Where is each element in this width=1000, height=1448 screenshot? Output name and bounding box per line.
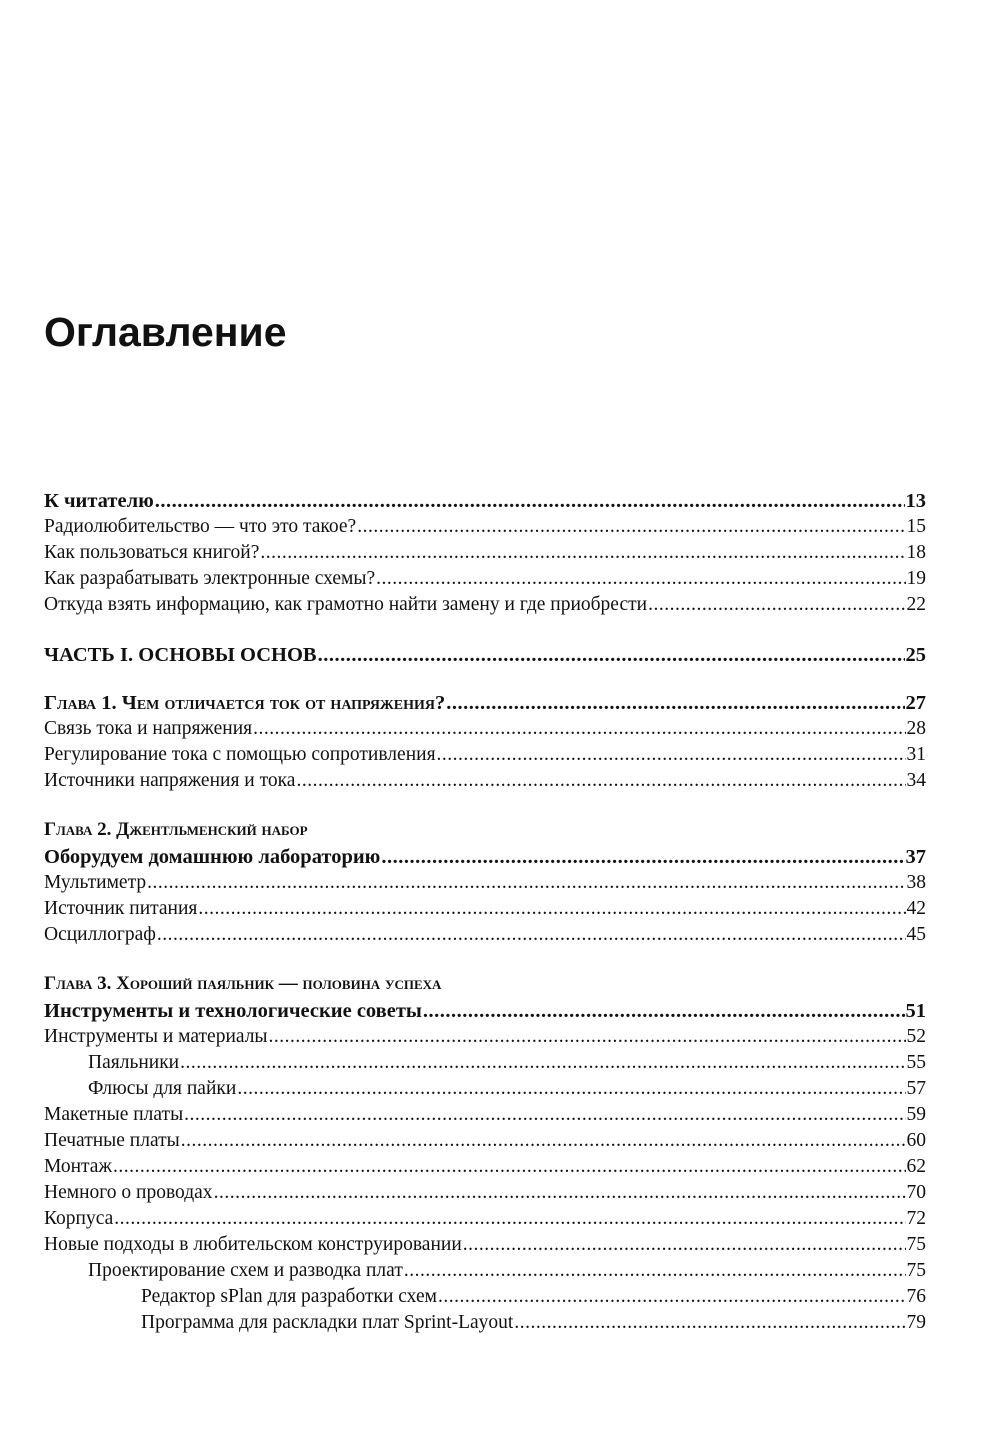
leader-dots [157, 922, 906, 948]
toc-page-number: 28 [906, 718, 926, 739]
leader-dots [446, 690, 904, 716]
toc-page-number: 57 [906, 1078, 926, 1099]
toc-entry-ch3-sprint-layout[interactable] [44, 1310, 926, 1336]
leader-dots [198, 896, 905, 922]
leader-dots [648, 592, 905, 618]
toc-page-number: 55 [906, 1052, 926, 1073]
toc-entry-ch3-pcb[interactable] [44, 1128, 926, 1154]
toc-entry-ch1-sources[interactable] [44, 768, 926, 794]
leader-dots [113, 1154, 906, 1180]
toc-entry-label: Монтаж [44, 1156, 112, 1177]
leader-dots [318, 642, 905, 668]
toc-chapter-2[interactable] [44, 844, 926, 870]
leader-dots [357, 514, 905, 540]
toc-entry-where-info[interactable] [44, 592, 926, 618]
toc-entry-ch2-power-supply[interactable] [44, 896, 926, 922]
leader-dots [184, 1102, 905, 1128]
toc-entry-label: ЧАСТЬ I. ОСНОВЫ ОСНОВ [44, 644, 317, 666]
toc-page-number: 52 [906, 1026, 926, 1047]
toc-page-number: 45 [906, 924, 926, 945]
toc-page-number: 38 [906, 872, 926, 893]
toc-entry-label: Проектирование схем и разводка плат [88, 1260, 403, 1281]
toc-page-number: 70 [906, 1182, 926, 1203]
toc-entry-label: Как пользоваться книгой? [44, 542, 260, 563]
toc-entry-label: Регулирование тока с помощью сопротивления [44, 744, 436, 765]
toc-entry-label: Связь тока и напряжения [44, 718, 253, 739]
toc-entry-label: К читателю [44, 490, 154, 512]
toc-entry-label: Инструменты и материалы [44, 1026, 268, 1047]
leader-dots [296, 768, 905, 794]
toc-page-number: 72 [906, 1208, 926, 1229]
leader-dots [376, 566, 905, 592]
leader-dots [253, 716, 905, 742]
toc-entry-ch3-fluxes[interactable] [44, 1076, 926, 1102]
toc-page-number: 37 [905, 846, 926, 868]
toc-page-number: 75 [906, 1260, 926, 1281]
leader-dots [514, 1310, 905, 1336]
toc-entry-ch1-current-voltage[interactable] [44, 716, 926, 742]
leader-dots [381, 844, 904, 870]
toc-entry-ch3-design-layout[interactable] [44, 1258, 926, 1284]
toc-page-number: 31 [906, 744, 926, 765]
toc-page-number: 59 [906, 1104, 926, 1125]
leader-dots [423, 998, 905, 1024]
toc-page-number: 34 [906, 770, 926, 791]
toc-page-number: 18 [906, 542, 926, 563]
toc-entry-label: Корпуса [44, 1208, 114, 1229]
leader-dots [269, 1024, 906, 1050]
leader-dots [155, 488, 905, 514]
toc-entry-ch3-splan[interactable] [44, 1284, 926, 1310]
leader-dots [437, 742, 906, 768]
toc-entry-label: Флюсы для пайки [88, 1078, 237, 1099]
toc-page-number: 22 [906, 594, 926, 615]
toc-chapter-1[interactable] [44, 690, 926, 716]
chapter-subtitle: Инструменты и технологические советы [44, 1000, 422, 1022]
toc-entry-ch3-breadboards[interactable] [44, 1102, 926, 1128]
toc-entry-label: Печатные платы [44, 1130, 180, 1151]
toc-entry-label: Источники напряжения и тока [44, 770, 296, 791]
toc-entry-label: Паяльники [88, 1052, 180, 1073]
leader-dots [147, 870, 905, 896]
toc-entry-ch1-regulation[interactable] [44, 742, 926, 768]
chapter-3-heading: Глава 3. Хороший паяльник — половина успеха [44, 973, 442, 994]
leader-dots [404, 1258, 906, 1284]
toc-entry-label: Источник питания [44, 898, 198, 919]
page-title: Оглавление [44, 309, 287, 355]
chapter-2-heading: Глава 2. Джентльменский набор [44, 819, 308, 840]
leader-dots [214, 1180, 906, 1206]
toc-page-number: 76 [906, 1286, 926, 1307]
toc-entry-ch3-assembly[interactable] [44, 1154, 926, 1180]
leader-dots [180, 1050, 905, 1076]
toc-entry-label: Программа для раскладки плат Sprint-Layout [141, 1312, 514, 1333]
toc-entry-label: Немного о проводах [44, 1182, 213, 1203]
table-of-contents [44, 488, 926, 1336]
toc-entry-ch2-oscilloscope[interactable] [44, 922, 926, 948]
toc-chapter-3[interactable] [44, 998, 926, 1024]
toc-page-number: 60 [906, 1130, 926, 1151]
toc-page-number: 62 [906, 1156, 926, 1177]
toc-entry-ch3-tools[interactable] [44, 1024, 926, 1050]
leader-dots [181, 1128, 906, 1154]
toc-page-number: 25 [905, 644, 926, 666]
leader-dots [114, 1206, 905, 1232]
toc-page-number: 42 [906, 898, 926, 919]
toc-entry-label: Редактор sPlan для разработки схем [141, 1286, 437, 1307]
toc-entry-label: Откуда взять информацию, как грамотно найти замену и где приобрести [44, 594, 648, 615]
toc-page-number: 19 [906, 568, 926, 589]
toc-entry-to-reader[interactable] [44, 488, 926, 514]
chapter-subtitle: Оборудуем домашнюю лабораторию [44, 846, 381, 868]
toc-entry-ch3-cases[interactable] [44, 1206, 926, 1232]
leader-dots [463, 1232, 906, 1258]
toc-page-number: 13 [905, 490, 926, 512]
toc-entry-label: Радиолюбительство — что это такое? [44, 516, 357, 537]
leader-dots [438, 1284, 906, 1310]
toc-entry-radio-hobby[interactable] [44, 514, 926, 540]
toc-page-number: 51 [905, 1000, 926, 1022]
toc-entry-ch3-soldering-irons[interactable] [44, 1050, 926, 1076]
toc-entry-ch3-wires[interactable] [44, 1180, 926, 1206]
toc-entry-how-to-use-book[interactable] [44, 540, 926, 566]
toc-entry-ch2-multimeter[interactable] [44, 870, 926, 896]
toc-entry-ch3-new-approaches[interactable] [44, 1232, 926, 1258]
leader-dots [237, 1076, 905, 1102]
toc-page-number: 27 [905, 692, 926, 714]
toc-entry-label: Мультиметр [44, 872, 147, 893]
toc-page-number: 75 [906, 1234, 926, 1255]
chapter-title: Глава 1. Чем отличается ток от напряжения? [44, 692, 446, 714]
toc-entry-label: Осциллограф [44, 924, 156, 945]
toc-entry-label: Как разрабатывать электронные схемы? [44, 568, 376, 589]
toc-part-1[interactable] [44, 642, 926, 668]
toc-entry-label: Макетные платы [44, 1104, 184, 1125]
toc-page-number: 15 [906, 516, 926, 537]
toc-entry-design-circuits[interactable] [44, 566, 926, 592]
toc-page-number: 79 [906, 1312, 926, 1333]
toc-entry-label: Новые подходы в любительском конструировании [44, 1234, 462, 1255]
leader-dots [260, 540, 905, 566]
